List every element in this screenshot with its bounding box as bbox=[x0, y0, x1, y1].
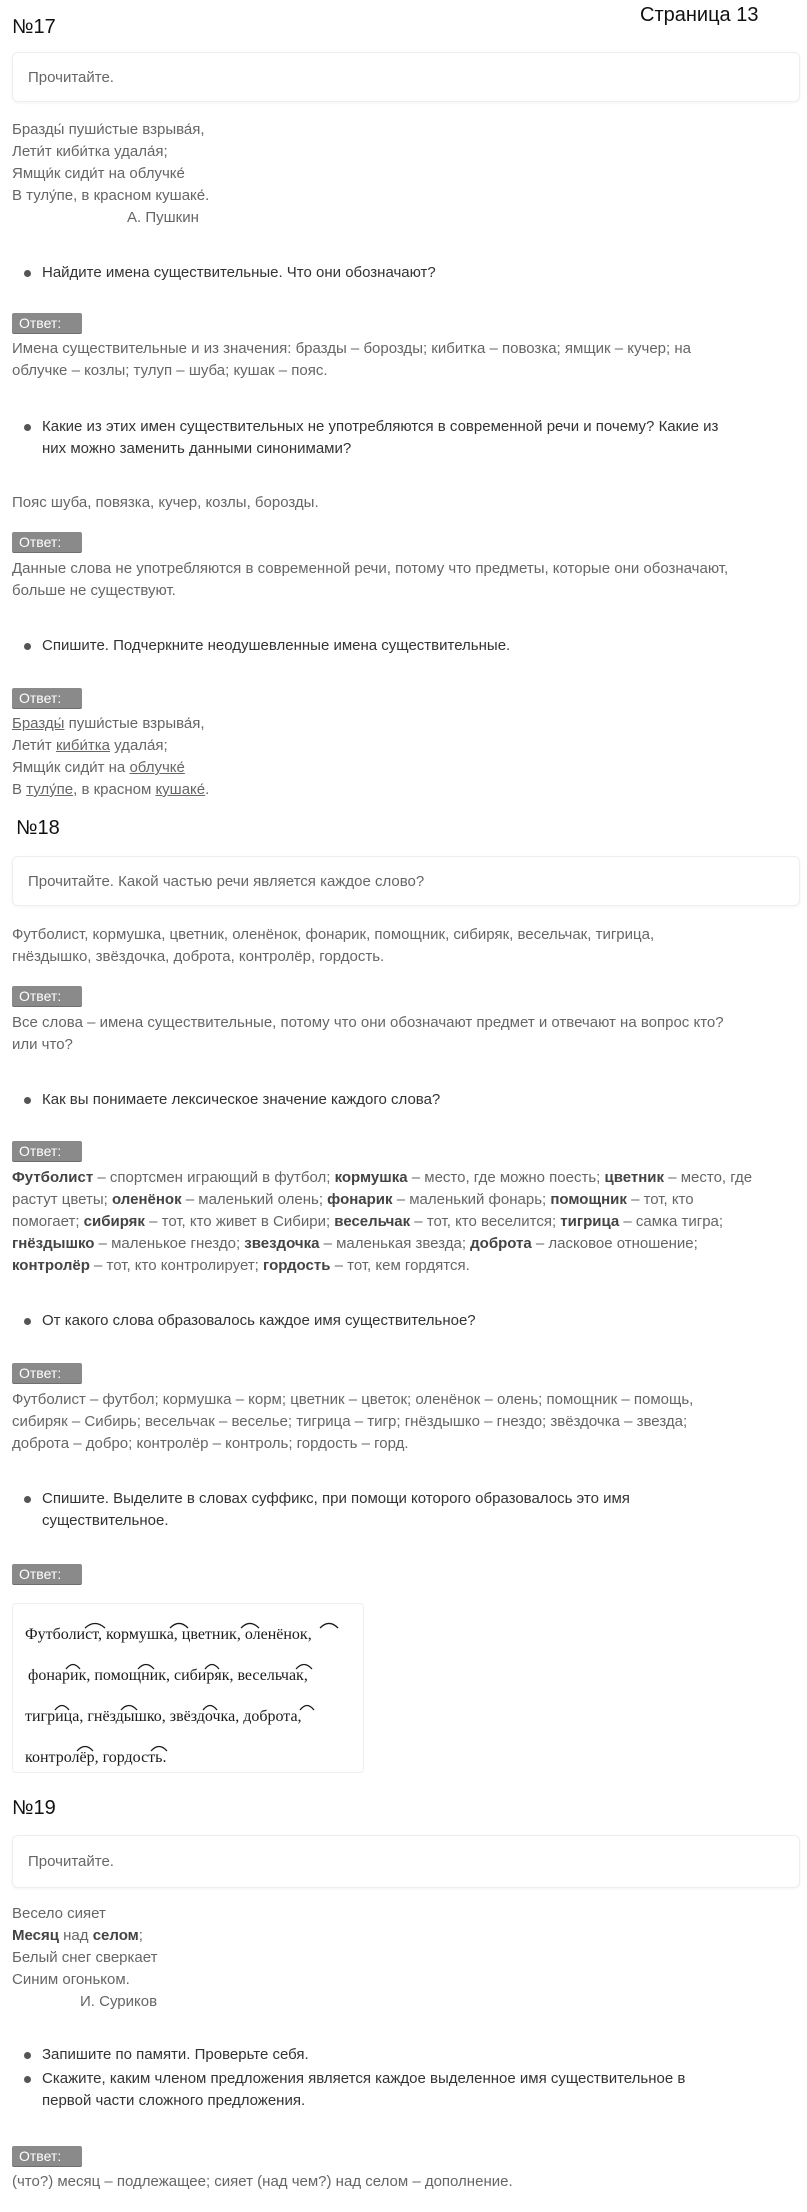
question-item bbox=[20, 1310, 476, 1332]
underlined-word: киби́тка bbox=[55, 737, 111, 754]
question-text: Скажите, каким членом предложения является каждое выделенное имя существительное в bbox=[42, 2070, 686, 2087]
meanings-line bbox=[12, 1167, 752, 1189]
meanings-line bbox=[12, 1255, 752, 1277]
question-item bbox=[20, 1488, 630, 1532]
term: кормушка bbox=[334, 1169, 408, 1186]
suffix-arcs bbox=[25, 1743, 225, 1763]
answer-badge: Ответ: bbox=[12, 1363, 82, 1383]
answer-line: сибиряк – Сибирь; весельчак – веселье; тигрица – тигр; гнёздышко – гнездо; звёздочка – звезда; bbox=[12, 1413, 688, 1430]
poem-author: А. Пушкин bbox=[127, 209, 199, 226]
answer-text bbox=[12, 338, 691, 382]
underlined-poem bbox=[12, 713, 209, 801]
meanings-text bbox=[12, 1167, 752, 1277]
bullet-icon bbox=[24, 1496, 31, 1503]
term: помощник bbox=[550, 1191, 627, 1208]
question-item bbox=[20, 2044, 309, 2066]
answer-text bbox=[12, 558, 728, 602]
word: В bbox=[12, 781, 27, 798]
question-item bbox=[20, 2068, 685, 2112]
question-text: От какого слова образовалось каждое имя существительное? bbox=[42, 1312, 476, 1329]
bullet-icon bbox=[24, 1097, 31, 1104]
term: оленёнок bbox=[111, 1191, 182, 1208]
question-text: Спишите. Подчеркните неодушевленные имена существительные. bbox=[42, 637, 511, 654]
question-item bbox=[20, 416, 718, 460]
answer-line: или что? bbox=[12, 1036, 73, 1053]
answer-badge: Ответ: bbox=[12, 986, 82, 1006]
term: фонарик bbox=[327, 1191, 393, 1208]
bullet-icon bbox=[24, 643, 31, 650]
exercise-19-number: №19 bbox=[12, 1797, 56, 1819]
question-text: Как вы понимаете лексическое значение каждого слова? bbox=[42, 1091, 441, 1108]
suffix-line bbox=[25, 1749, 166, 1767]
suffix-arcs bbox=[25, 1702, 345, 1722]
task-instruction: Прочитайте. bbox=[28, 68, 114, 86]
poem-line bbox=[12, 735, 209, 757]
answer-line: Данные слова не употребляются в современной речи, потому что предметы, которые они обозначают, bbox=[12, 560, 729, 577]
poem-line: Бразды́ пуши́стые взрыва́я, bbox=[12, 121, 205, 138]
answer-line: облучке – козлы; тулуп – шуба; кушак – пояс. bbox=[12, 362, 328, 379]
question-text: них можно заменить данными синонимами? bbox=[42, 440, 352, 457]
term: гордость bbox=[263, 1257, 331, 1274]
words-line: гнёздышко, звёздочка, доброта, контролёр, гордость. bbox=[12, 948, 385, 965]
definition: – ласковое отношение; bbox=[531, 1235, 698, 1252]
term: контролёр bbox=[12, 1257, 90, 1274]
answer-badge: Ответ: bbox=[12, 1141, 82, 1161]
bullet-icon bbox=[24, 424, 31, 431]
definition: – тот, кто живет в Сибири; bbox=[144, 1213, 335, 1230]
meanings-line bbox=[12, 1189, 752, 1211]
definition: – спортсмен играющий в футбол; bbox=[93, 1169, 335, 1186]
definition: – маленькое гнездо; bbox=[94, 1235, 245, 1252]
question-item bbox=[20, 1089, 440, 1111]
word: Ямщи́к сиди́т на bbox=[12, 759, 130, 776]
answer-text: (что?) месяц – подлежащее; сияет (над чем?) над селом – дополнение. bbox=[12, 2173, 513, 2190]
poem-line: Весело сияет bbox=[12, 1905, 106, 1922]
definition: – самка тигра; bbox=[619, 1213, 724, 1230]
exercise-18-number: №18 bbox=[16, 817, 60, 839]
answer-text bbox=[12, 1389, 693, 1455]
answer-line: больше не существуют. bbox=[12, 582, 176, 599]
word: пуши́стые взрыва́я, bbox=[64, 715, 205, 732]
underlined-word: кушаке́ bbox=[155, 781, 206, 798]
word: Лети́т bbox=[12, 737, 56, 754]
poem-line: Белый снег сверкает bbox=[12, 1949, 158, 1966]
definition: – маленькая звезда; bbox=[319, 1235, 471, 1252]
term: гнёздышко bbox=[12, 1235, 95, 1252]
definition: – тот, кто bbox=[626, 1191, 694, 1208]
definition: – тот, кто контролирует; bbox=[89, 1257, 264, 1274]
suffix-arcs bbox=[28, 1661, 348, 1681]
poem-line: Синим огоньком. bbox=[12, 1971, 130, 1988]
bullet-icon bbox=[24, 1318, 31, 1325]
definition: растут цветы; bbox=[12, 1191, 112, 1208]
suffix-line bbox=[25, 1708, 302, 1726]
answer-badge: Ответ: bbox=[12, 313, 82, 333]
poem-line: Лети́т киби́тка удала́я; bbox=[12, 143, 168, 160]
answer-line: Все слова – имена существительные, потому что они обозначают предмет и отвечают на вопрос кто? bbox=[12, 1014, 724, 1031]
question-text: Найдите имена существительные. Что они обозначают? bbox=[42, 264, 436, 281]
highlighted-noun: Месяц bbox=[12, 1927, 59, 1944]
poem-19 bbox=[12, 1903, 157, 1991]
poem-line bbox=[12, 713, 209, 735]
meanings-line bbox=[12, 1233, 752, 1255]
suffix-arcs bbox=[25, 1620, 345, 1640]
term: звездочка bbox=[244, 1235, 320, 1252]
underlined-word: облучке́ bbox=[129, 759, 185, 776]
bullet-icon bbox=[24, 270, 31, 277]
suffix-line-text: фонарик, помощник, сибиряк, весельчак, bbox=[28, 1667, 308, 1684]
definition: – место, где bbox=[664, 1169, 753, 1186]
term: весельчак bbox=[334, 1213, 411, 1230]
question-item bbox=[20, 262, 436, 284]
suffix-line bbox=[25, 1626, 312, 1644]
words-list bbox=[12, 924, 654, 968]
question-text: Какие из этих имен существительных не употребляются в современной речи и почему? Какие из bbox=[42, 418, 719, 435]
question-text: Запишите по памяти. Проверьте себя. bbox=[42, 2046, 309, 2063]
underlined-word: тулу́пе bbox=[26, 781, 74, 798]
answer-line: Имена существительные и из значения: бразды – борозды; кибитка – повозка; ямщик – кучер; на bbox=[12, 340, 691, 357]
task-box-17 bbox=[12, 52, 800, 102]
term: сибиряк bbox=[83, 1213, 145, 1230]
word: над bbox=[58, 1927, 93, 1944]
definition: – тот, кто веселится; bbox=[410, 1213, 561, 1230]
answer-badge: Ответ: bbox=[12, 2146, 82, 2166]
task-instruction: Прочитайте. Какой частью речи является каждое слово? bbox=[28, 872, 425, 890]
page-label: Страница 13 bbox=[640, 4, 759, 26]
answer-badge: Ответ: bbox=[12, 688, 82, 708]
suffix-line-text: Футболист, кормушка, цветник, оленёнок, bbox=[25, 1626, 312, 1643]
question-text: первой части сложного предложения. bbox=[42, 2092, 306, 2109]
suffix-line bbox=[28, 1667, 308, 1685]
exercise-17-number: №17 bbox=[12, 16, 56, 38]
definition: – маленький олень; bbox=[181, 1191, 328, 1208]
definition: – тот, кем гордятся. bbox=[330, 1257, 470, 1274]
suffix-line-text: контролёр, гордость. bbox=[25, 1749, 167, 1766]
term: цветник bbox=[604, 1169, 665, 1186]
term: тигрица bbox=[560, 1213, 620, 1230]
underlined-word: Бразды́ bbox=[12, 715, 65, 732]
poem-line: В тулу́пе, в красном кушаке́. bbox=[12, 187, 210, 204]
term: доброта bbox=[470, 1235, 532, 1252]
question-item bbox=[20, 635, 510, 657]
bullet-icon bbox=[24, 2052, 31, 2059]
poem-17 bbox=[12, 119, 209, 207]
question-text: существительное. bbox=[42, 1512, 169, 1529]
bullet-icon bbox=[24, 2076, 31, 2083]
term: Футболист bbox=[12, 1169, 94, 1186]
word: . bbox=[205, 781, 210, 798]
word: , в красном bbox=[73, 781, 156, 798]
question-text: Спишите. Выделите в словах суффикс, при помощи которого образовалось это имя bbox=[42, 1490, 630, 1507]
answer-badge: Ответ: bbox=[12, 532, 82, 552]
words-line: Футболист, кормушка, цветник, оленёнок, фонарик, помощник, сибиряк, весельчак, тигрица, bbox=[12, 926, 655, 943]
answer-badge: Ответ: bbox=[12, 1564, 82, 1584]
definition: – место, где можно поесть; bbox=[407, 1169, 605, 1186]
poem-line bbox=[12, 757, 209, 779]
definition: – маленький фонарь; bbox=[392, 1191, 551, 1208]
poem-line: Ямщи́к сиди́т на облучке́ bbox=[12, 165, 185, 182]
highlighted-noun: селом bbox=[92, 1927, 139, 1944]
answer-line: Футболист – футбол; кормушка – корм; цветник – цветок; оленёнок – олень; помощник – помощь, bbox=[12, 1391, 694, 1408]
answer-text bbox=[12, 1012, 724, 1056]
synonyms-text: Пояс шуба, повязка, кучер, козлы, борозды. bbox=[12, 494, 319, 511]
word: удала́я; bbox=[110, 737, 168, 754]
poem-line bbox=[12, 779, 209, 801]
answer-line: доброта – добро; контролёр – контроль; гордость – горд. bbox=[12, 1435, 409, 1452]
word: ; bbox=[138, 1927, 143, 1944]
task-box-19 bbox=[12, 1835, 800, 1888]
poem-author: И. Суриков bbox=[80, 1993, 158, 2010]
poem-line bbox=[12, 1925, 157, 1947]
task-instruction: Прочитайте. bbox=[28, 1853, 114, 1870]
suffix-answer-image bbox=[12, 1603, 364, 1773]
meanings-line bbox=[12, 1211, 752, 1233]
definition: помогает; bbox=[12, 1213, 84, 1230]
task-box-18 bbox=[12, 856, 800, 906]
suffix-line-text: тигрица, гнёздышко, звёздочка, доброта, bbox=[25, 1708, 302, 1725]
